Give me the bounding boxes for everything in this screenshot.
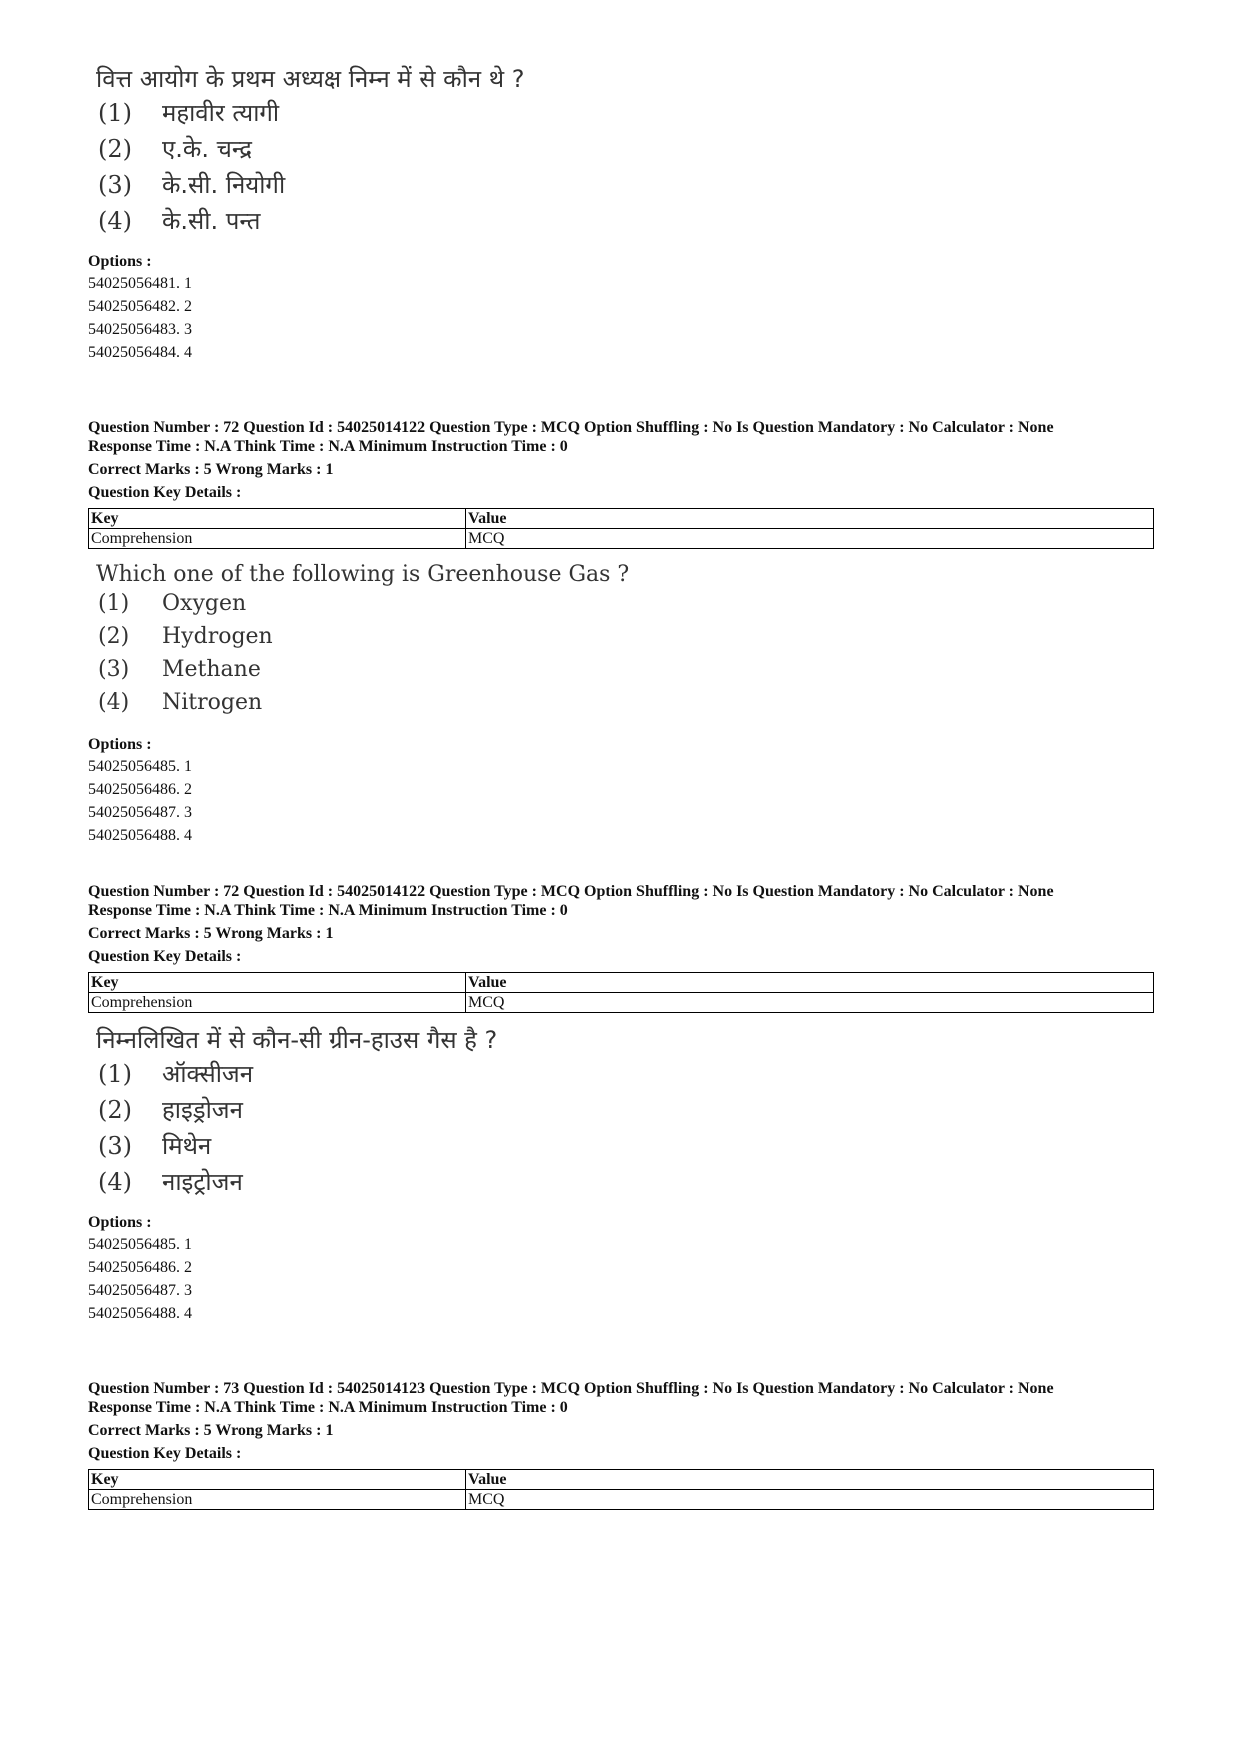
question-image bbox=[88, 62, 1154, 240]
choice-text: के.सी. पन्त bbox=[162, 207, 261, 235]
question-meta: Question Number : 72 Question Id : 54025014122 Question Type : MCQ Option Shuffling : No Is Question Mandatory : No Calculator : None bbox=[88, 419, 1054, 436]
choice-text: महावीर त्यागी bbox=[162, 99, 280, 127]
table-cell-value: MCQ bbox=[466, 993, 1154, 1013]
choice-item bbox=[98, 591, 1154, 624]
choice-text: Oxygen bbox=[162, 591, 247, 616]
table-cell-key: Comprehension bbox=[89, 529, 466, 549]
choice-number: (1) bbox=[98, 1060, 132, 1088]
option-id: 54025056487. 3 bbox=[88, 1282, 192, 1299]
choice-item bbox=[98, 1057, 1154, 1093]
question-text: वित्त आयोग के प्रथम अध्यक्ष निम्न में से कौन थे ? bbox=[96, 65, 525, 93]
table-row bbox=[89, 993, 1154, 1013]
option-id: 54025056485. 1 bbox=[88, 758, 192, 775]
choice-number: (2) bbox=[98, 135, 132, 163]
choice-item bbox=[98, 624, 1154, 657]
table-header-key: Key bbox=[89, 509, 466, 529]
question-meta-timing: Response Time : N.A Think Time : N.A Minimum Instruction Time : 0 bbox=[88, 902, 568, 919]
choice-text: के.सी. नियोगी bbox=[162, 171, 286, 199]
choice-number: (2) bbox=[98, 1096, 132, 1124]
option-id: 54025056488. 4 bbox=[88, 1305, 192, 1322]
question-marks: Correct Marks : 5 Wrong Marks : 1 bbox=[88, 461, 334, 478]
table-header-row bbox=[89, 509, 1154, 529]
options-label: Options : bbox=[88, 253, 152, 270]
choice-text: Nitrogen bbox=[162, 690, 263, 715]
question-block-3 bbox=[88, 882, 1154, 1325]
option-id: 54025056482. 2 bbox=[88, 298, 192, 315]
question-meta: Question Number : 73 Question Id : 54025014123 Question Type : MCQ Option Shuffling : No Is Question Mandatory : No Calculator : None bbox=[88, 1380, 1054, 1397]
table-row bbox=[89, 529, 1154, 549]
choice-item bbox=[98, 657, 1154, 690]
question-marks: Correct Marks : 5 Wrong Marks : 1 bbox=[88, 1422, 334, 1439]
option-id: 54025056483. 3 bbox=[88, 321, 192, 338]
choice-text: ऑक्सीजन bbox=[162, 1060, 254, 1088]
choice-item bbox=[98, 1093, 1154, 1129]
option-id: 54025056485. 1 bbox=[88, 1236, 192, 1253]
options-label: Options : bbox=[88, 736, 152, 753]
question-meta-timing: Response Time : N.A Think Time : N.A Minimum Instruction Time : 0 bbox=[88, 1399, 568, 1416]
question-image bbox=[88, 1023, 1154, 1201]
choice-item bbox=[98, 204, 1154, 240]
table-header-row bbox=[89, 1470, 1154, 1490]
option-id: 54025056487. 3 bbox=[88, 804, 192, 821]
choice-item bbox=[98, 690, 1154, 723]
table-header-value: Value bbox=[466, 973, 1154, 993]
table-header-key: Key bbox=[89, 973, 466, 993]
choice-item bbox=[98, 1165, 1154, 1201]
option-id: 54025056484. 4 bbox=[88, 344, 192, 361]
table-cell-key: Comprehension bbox=[89, 1490, 466, 1510]
option-id: 54025056481. 1 bbox=[88, 275, 192, 292]
options-label: Options : bbox=[88, 1214, 152, 1231]
choice-number: (4) bbox=[98, 1168, 132, 1196]
question-block-1 bbox=[88, 62, 1154, 364]
table-row bbox=[89, 1490, 1154, 1510]
question-marks: Correct Marks : 5 Wrong Marks : 1 bbox=[88, 925, 334, 942]
choice-number: (4) bbox=[98, 207, 132, 235]
question-block-2 bbox=[88, 418, 1154, 847]
key-details-table bbox=[88, 508, 1154, 549]
choice-number: (1) bbox=[98, 99, 132, 127]
choice-text: मिथेन bbox=[162, 1132, 212, 1160]
choice-item bbox=[98, 132, 1154, 168]
table-cell-value: MCQ bbox=[466, 529, 1154, 549]
choice-number: (3) bbox=[98, 171, 132, 199]
key-details-label: Question Key Details : bbox=[88, 1445, 242, 1462]
choice-number: (3) bbox=[98, 1132, 132, 1160]
key-details-table bbox=[88, 972, 1154, 1013]
choice-text: ए.के. चन्द्र bbox=[162, 135, 252, 163]
choice-number: (2) bbox=[98, 624, 130, 649]
key-details-label: Question Key Details : bbox=[88, 484, 242, 501]
table-header-row bbox=[89, 973, 1154, 993]
choice-text: Hydrogen bbox=[162, 624, 273, 649]
key-details-label: Question Key Details : bbox=[88, 948, 242, 965]
choice-item bbox=[98, 168, 1154, 204]
question-meta-timing: Response Time : N.A Think Time : N.A Minimum Instruction Time : 0 bbox=[88, 438, 568, 455]
table-cell-key: Comprehension bbox=[89, 993, 466, 1013]
choice-number: (4) bbox=[98, 690, 130, 715]
question-meta: Question Number : 72 Question Id : 54025014122 Question Type : MCQ Option Shuffling : No Is Question Mandatory : No Calculator : None bbox=[88, 883, 1054, 900]
question-text: निम्नलिखित में से कौन-सी ग्रीन-हाउस गैस है ? bbox=[96, 1026, 498, 1054]
table-header-value: Value bbox=[466, 1470, 1154, 1490]
choice-text: नाइट्रोजन bbox=[162, 1168, 243, 1196]
key-details-table bbox=[88, 1469, 1154, 1510]
table-header-value: Value bbox=[466, 509, 1154, 529]
choice-item bbox=[98, 96, 1154, 132]
choice-text: हाइड्रोजन bbox=[162, 1096, 243, 1124]
question-block-4 bbox=[88, 1379, 1154, 1510]
option-id: 54025056486. 2 bbox=[88, 781, 192, 798]
choice-number: (3) bbox=[98, 657, 130, 682]
question-text: Which one of the following is Greenhouse Gas ? bbox=[96, 562, 630, 587]
question-image bbox=[88, 559, 1154, 723]
option-id: 54025056488. 4 bbox=[88, 827, 192, 844]
option-id: 54025056486. 2 bbox=[88, 1259, 192, 1276]
table-header-key: Key bbox=[89, 1470, 466, 1490]
choice-item bbox=[98, 1129, 1154, 1165]
choice-text: Methane bbox=[162, 657, 261, 682]
choice-number: (1) bbox=[98, 591, 130, 616]
table-cell-value: MCQ bbox=[466, 1490, 1154, 1510]
